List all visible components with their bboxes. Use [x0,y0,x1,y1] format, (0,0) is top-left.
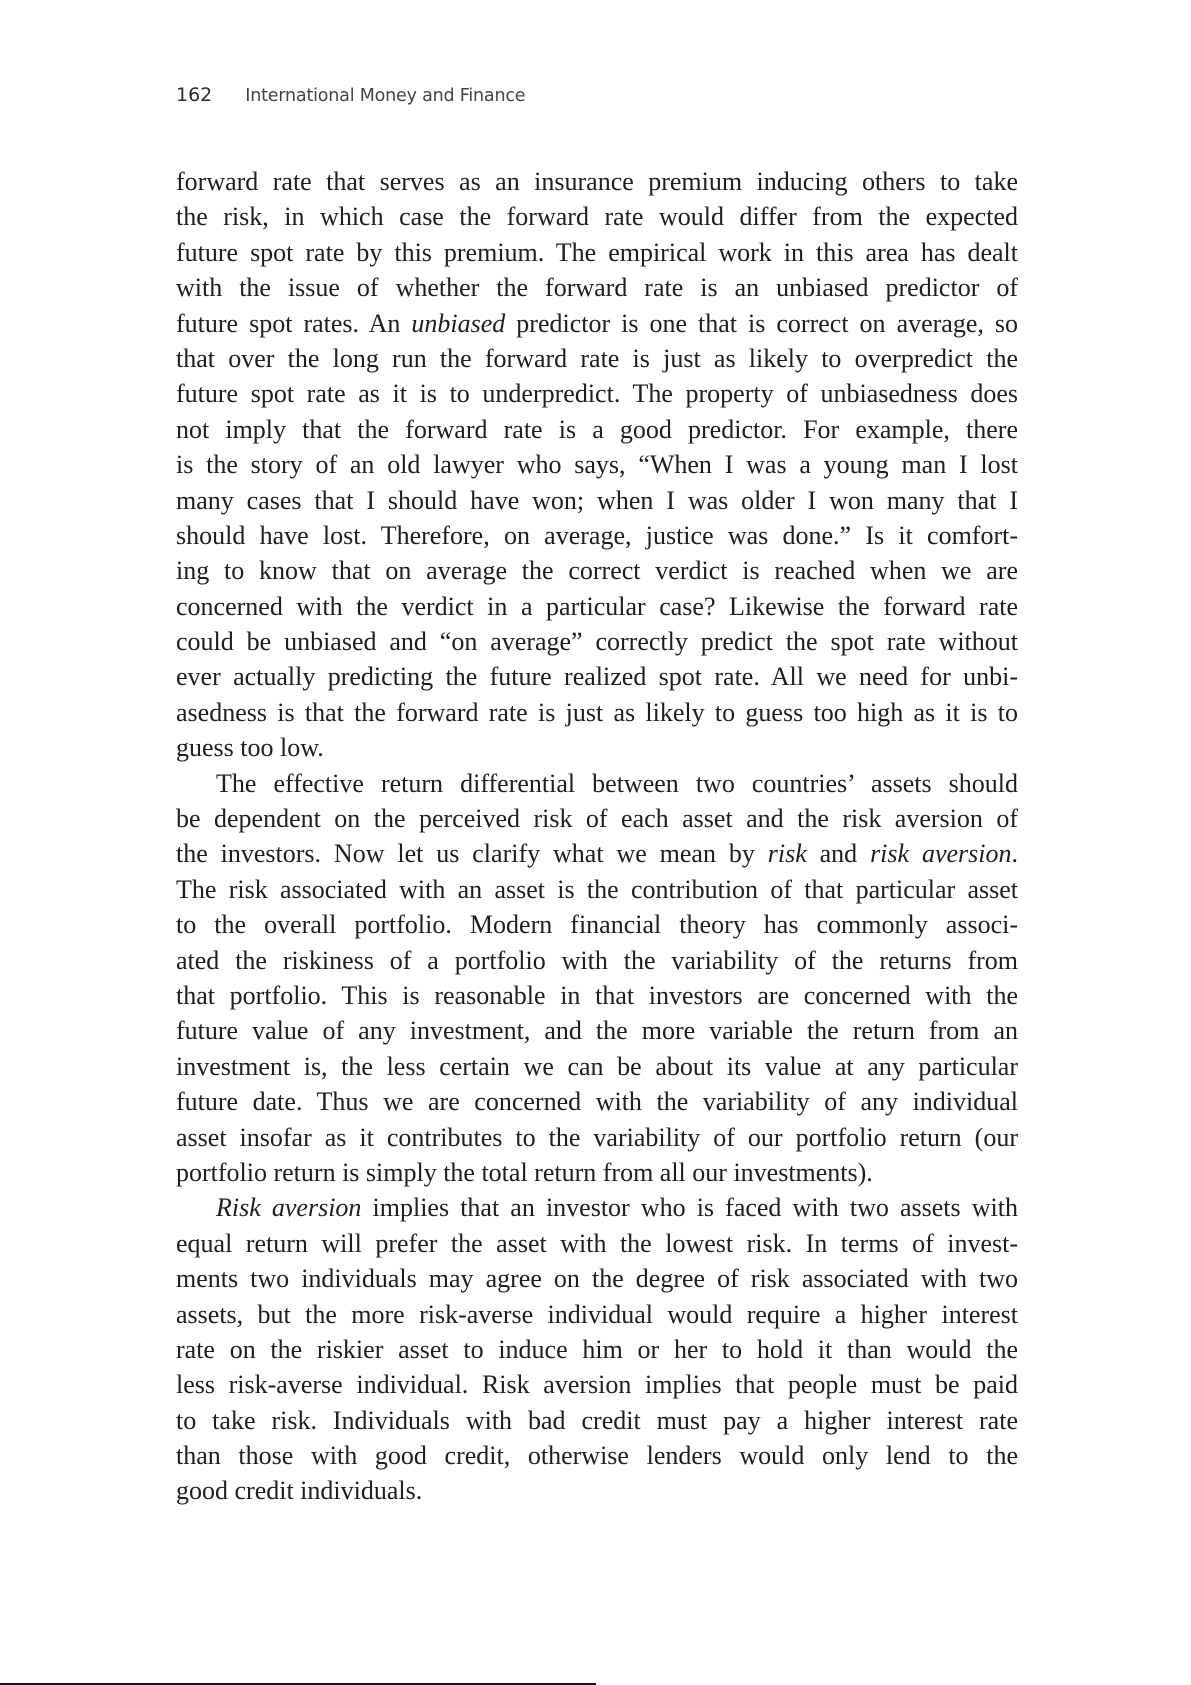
text-line [176,553,1018,588]
text-segment: assets, but the more risk-averse individual would require a higher interest [176,1299,1018,1329]
text-segment: future spot rates. An [176,308,412,338]
text-segment: and [806,839,871,869]
text-segment: ing to know that on average the correct verdict is reached when we are [176,556,1018,586]
text-segment: The risk associated with an asset is the contribution of that particular asset [176,874,1018,904]
text-segment: rate on the riskier asset to induce him or her to hold it than would the [176,1334,1018,1364]
italic-term: risk [767,839,807,869]
text-line [176,518,1018,553]
paragraph [176,1190,1018,1509]
text-line [176,1155,1018,1190]
text-line [176,1367,1018,1402]
text-segment: portfolio return is simply the total return from all our investments). [176,1157,873,1187]
book-title: International Money and Finance [245,86,526,106]
text-segment: asset insofar as it contributes to the variability of our portfolio return (our [176,1122,1018,1152]
text-line [176,589,1018,624]
text-line [176,199,1018,234]
text-line [176,164,1018,199]
text-line [176,1120,1018,1155]
text-line [176,801,1018,836]
text-line [176,1332,1018,1367]
italic-term: unbiased [411,308,506,338]
paragraph [176,766,1018,1191]
text-line [176,1403,1018,1438]
running-header [176,84,525,112]
text-segment: investment is, the less certain we can be about its value at any particular [176,1051,1018,1081]
text-segment: guess too low. [176,733,324,763]
text-line [176,1013,1018,1048]
text-segment: with the issue of whether the forward rate is an unbiased predictor of [176,273,1018,303]
text-segment: many cases that I should have won; when I was older I won many that I [176,485,1018,515]
text-line [176,270,1018,305]
text-line [176,943,1018,978]
text-segment: future date. Thus we are concerned with the variability of any individual [176,1087,1018,1117]
text-segment: be dependent on the perceived risk of each asset and the risk aversion of [176,804,1018,834]
text-line [176,235,1018,270]
text-line [176,1438,1018,1473]
text-line [176,483,1018,518]
text-segment: asedness is that the forward rate is just as likely to guess too high as it is to [176,697,1018,727]
text-segment: is the story of an old lawyer who says, “When I was a young man I lost [176,450,1018,480]
text-segment: good credit individuals. [176,1476,423,1506]
text-segment: the investors. Now let us clarify what we mean by [176,839,768,869]
text-segment: concerned with the verdict in a particular case? Likewise the forward rate [176,591,1018,621]
text-segment: than those with good credit, otherwise lenders would only lend to the [176,1441,1018,1471]
italic-term: risk aversion [870,839,1012,869]
text-line [176,447,1018,482]
text-line [176,659,1018,694]
text-segment: the risk, in which case the forward rate would differ from the expected [176,202,1018,232]
text-segment: future spot rate by this premium. The empirical work in this area has dealt [176,237,1018,267]
text-line [176,624,1018,659]
text-line [176,836,1018,871]
text-line [176,1261,1018,1296]
text-line [176,1226,1018,1261]
text-line [176,1084,1018,1119]
text-segment: The effective return differential between two countries’ assets should [216,768,1018,798]
text-line [176,978,1018,1013]
paragraph [176,164,1018,766]
text-segment: equal return will prefer the asset with the lowest risk. In terms of invest- [176,1228,1018,1258]
text-line [176,1297,1018,1332]
text-line [176,730,1018,765]
page-number: 162 [176,84,213,106]
text-line [176,1190,1018,1225]
text-segment: less risk-averse individual. Risk aversion implies that people must be paid [176,1370,1018,1400]
text-segment: . [1011,839,1018,869]
text-segment: that over the long run the forward rate is just as likely to overpredict the [176,343,1018,373]
text-line [176,695,1018,730]
text-line [176,766,1018,801]
text-segment: ated the riskiness of a portfolio with the variability of the returns from [176,945,1018,975]
text-segment: that portfolio. This is reasonable in that investors are concerned with the [176,980,1018,1010]
text-segment: should have lost. Therefore, on average, justice was done.” Is it comfort- [176,520,1018,550]
text-line [176,907,1018,942]
text-segment: predictor is one that is correct on average, so [505,308,1019,338]
body-text [176,164,1018,1509]
text-line [176,412,1018,447]
text-segment: implies that an investor who is faced with two assets with [361,1193,1018,1223]
text-segment: ever actually predicting the future realized spot rate. All we need for unbi- [176,662,1018,692]
text-segment: to the overall portfolio. Modern financial theory has commonly associ- [176,910,1018,940]
text-line [176,376,1018,411]
text-segment: could be unbiased and “on average” correctly predict the spot rate without [176,627,1018,657]
text-segment: not imply that the forward rate is a good predictor. For example, there [176,414,1018,444]
text-segment: ments two individuals may agree on the degree of risk associated with two [176,1264,1018,1294]
text-line [176,341,1018,376]
text-segment: future value of any investment, and the more variable the return from an [176,1016,1018,1046]
text-line [176,1049,1018,1084]
italic-term: Risk aversion [216,1193,362,1223]
text-line [176,1473,1018,1508]
text-segment: forward rate that serves as an insurance premium inducing others to take [176,167,1018,196]
text-segment: to take risk. Individuals with bad credit must pay a higher interest rate [176,1405,1018,1435]
text-line [176,872,1018,907]
text-segment: future spot rate as it is to underpredict. The property of unbiasedness does [176,379,1018,409]
text-line [176,306,1018,341]
